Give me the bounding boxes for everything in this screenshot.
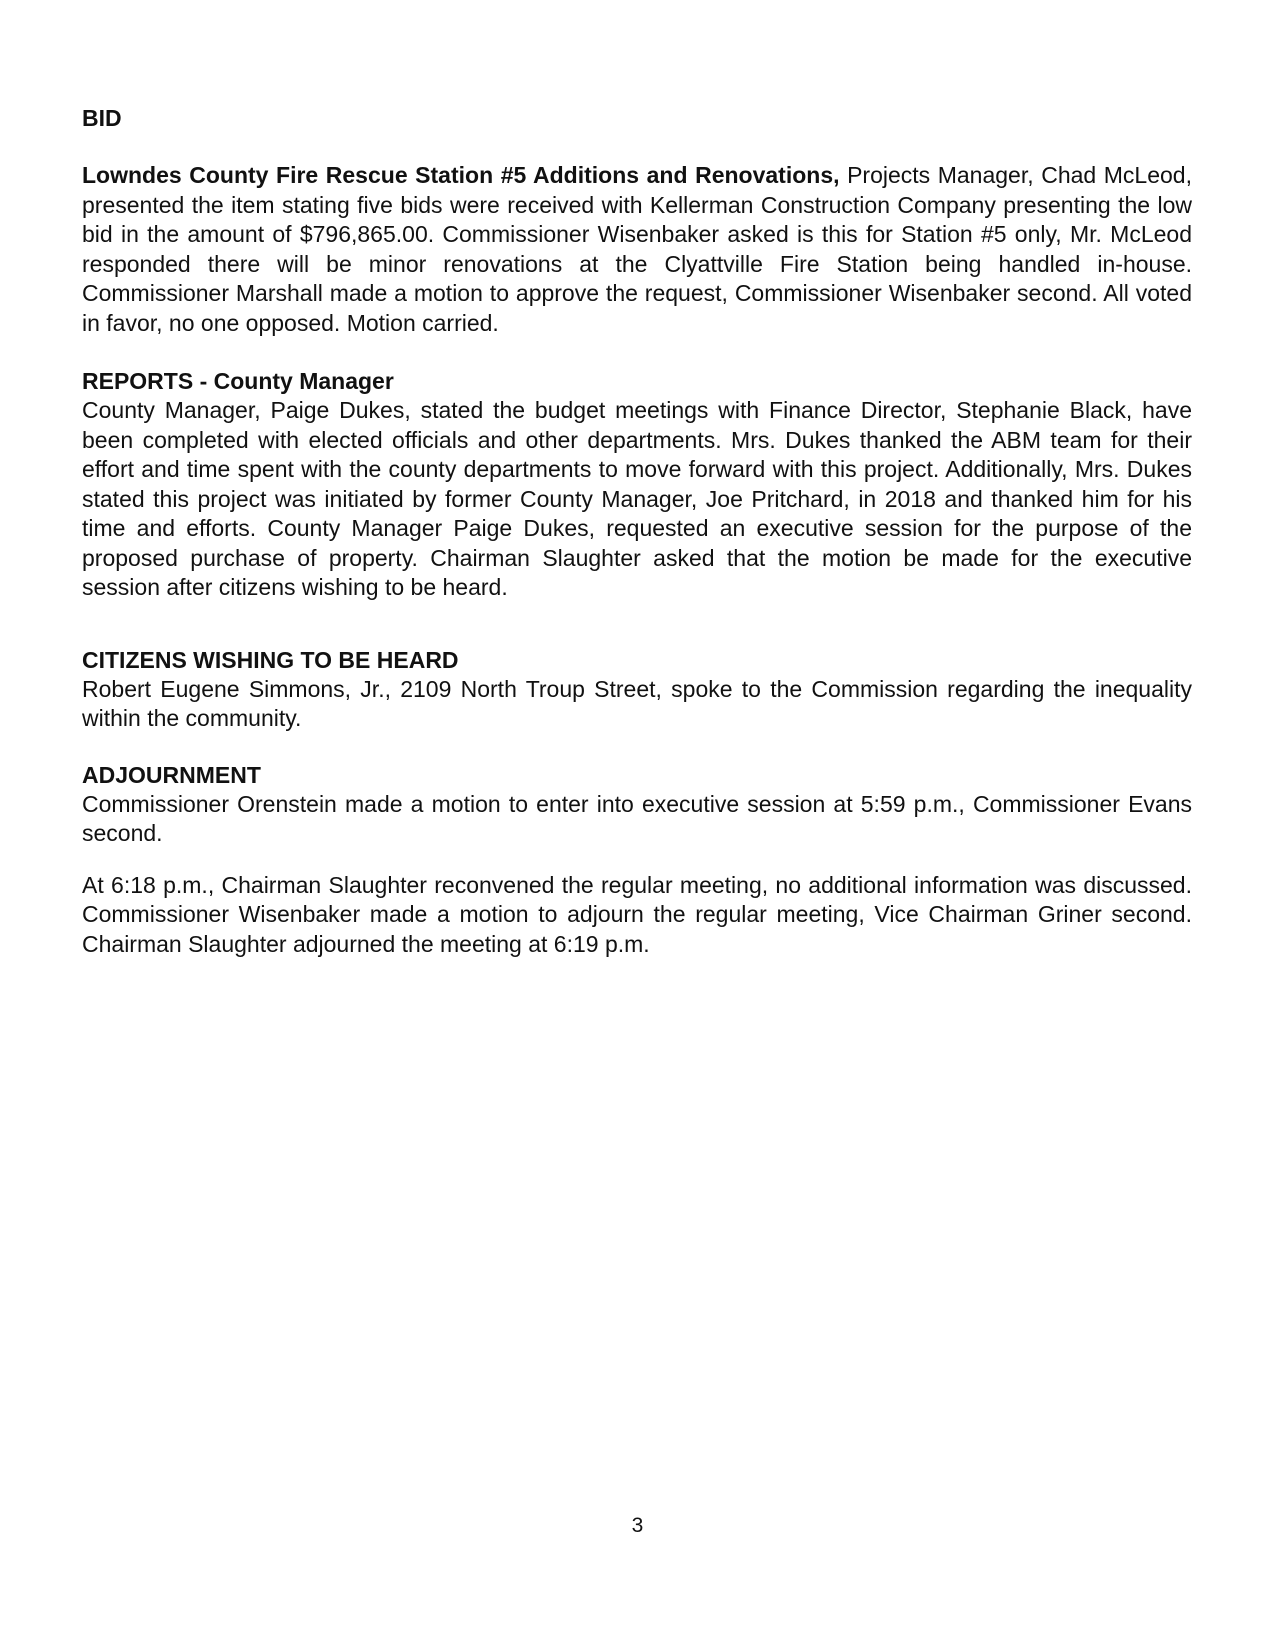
section-heading-adjournment: ADJOURNMENT: [82, 761, 261, 788]
bid-item-text: Projects Manager, Chad McLeod, presented the item stating five bids were received with Kellerman Construction Company presenting the low bid in the amount of $796,865.00. Commissioner Wisenbaker asked is this for Station #5 only, Mr. McLeod responded there will be minor renovations at the Clyattville Fire Station being handled in-house. Commissioner Marshall made a motion to approve the request, Commissioner Wisenbaker second. All voted in favor, no one opposed. Motion carried.: [82, 162, 1192, 336]
section-heading-bid: BID: [82, 105, 122, 131]
bid-item-title: Lowndes County Fire Rescue Station #5 Additions and Renovations,: [82, 162, 840, 188]
adjournment-paragraph-1: Commissioner Orenstein made a motion to enter into executive session at 5:59 p.m., Commissioner Evans second.: [82, 790, 1192, 846]
section-heading-citizens: CITIZENS WISHING TO BE HEARD: [82, 646, 459, 673]
section-heading-reports: REPORTS - County Manager: [82, 368, 394, 394]
citizens-paragraph: Robert Eugene Simmons, Jr., 2109 North Troup Street, spoke to the Commission regarding the inequality within the community.: [82, 675, 1192, 731]
page-number: 3: [631, 1514, 644, 1537]
bid-paragraph: [82, 161, 1192, 338]
adjournment-paragraph-2: At 6:18 p.m., Chairman Slaughter reconvened the regular meeting, no additional information was discussed. Commissioner Wisenbaker made a motion to adjourn the regular meeting, Vice Chairman Griner second. Chairman Slaughter adjourned the meeting at 6:19 p.m.: [82, 871, 1192, 957]
document-page: [82, 103, 1192, 959]
reports-paragraph: County Manager, Paige Dukes, stated the budget meetings with Finance Director, Stephanie Black, have been completed with elected officials and other departments. Mrs. Dukes thanked the ABM team for their effort and time spent with the county departments to move forward with this project. Additionally, Mrs. Dukes stated this project was initiated by former County Manager, Joe Pritchard, in 2018 and thanked him for his time and efforts. County Manager Paige Dukes, requested an executive session for the purpose of the proposed purchase of property. Chairman Slaughter asked that the motion be made for the executive session after citizens wishing to be heard.: [82, 397, 1192, 600]
